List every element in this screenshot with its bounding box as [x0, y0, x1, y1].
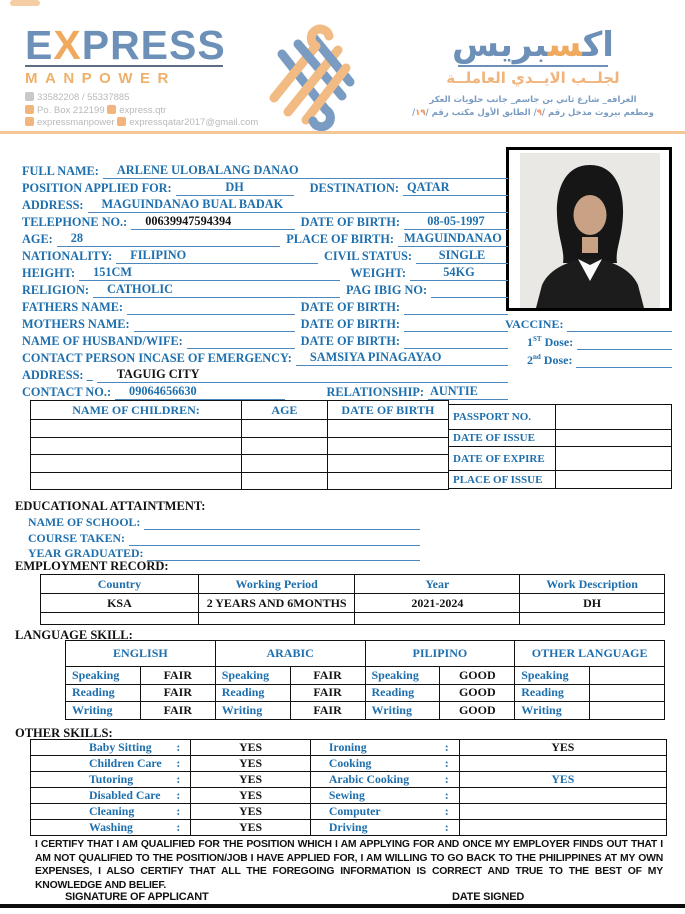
other-skills-heading: OTHER SKILLS: — [15, 726, 113, 740]
spouse-name-cell — [22, 334, 295, 349]
relationship-value: AUNTIE — [428, 384, 508, 400]
contact-no-cell — [22, 384, 321, 400]
arabic-subtitle: لجلــب الايــدي العاملــة — [446, 69, 620, 87]
table-row — [31, 420, 449, 438]
table-cell — [556, 471, 672, 489]
table-cell: FAIR — [140, 667, 215, 685]
religion-cell — [22, 282, 340, 298]
form-row-telephone-dob — [22, 213, 508, 230]
fathers-dob-label: DATE OF BIRTH: — [300, 300, 400, 314]
form-row-height-weight — [22, 264, 508, 281]
course-label: COURSE TAKEN: — [28, 530, 125, 545]
table-cell — [520, 613, 665, 625]
pagibig-label: PAG IBIG NO: — [346, 283, 428, 297]
table-cell — [31, 455, 242, 473]
skill-name: Driving — [328, 820, 368, 834]
fathers-name-label: FATHERS NAME: — [22, 300, 123, 314]
header-divider — [0, 131, 685, 134]
arabic-number: ٩ — [536, 108, 542, 118]
bottom-border — [0, 904, 685, 908]
table-row — [31, 772, 667, 788]
table-cell: YES — [191, 804, 311, 820]
table-cell — [355, 613, 520, 625]
skill-name: Washing — [89, 820, 133, 834]
colon-separator: : — [444, 740, 449, 754]
skill-name: Baby Sitting — [89, 740, 152, 754]
table-row — [66, 684, 665, 702]
table-row — [31, 437, 449, 455]
certification-statement: I CERTIFY THAT I AM QUALIFIED FOR THE POSITION WHICH I AM APPLYING FOR AND ONCE MY EMPLOYER FINDS OUT THAT I AM NOT QUALIFIED TO THE POSITION/JOB I HAVE APPLIED FOR, I AM WILLING TO GO BACK TO THE PHILIPPINES AT MY OWN EXPENSES, I ALSO CERTIFY THAT ALL THE FOREGOING INFORMATION IS CORRECT AND TRUE TO THE BEST OF MY KNOWLEDGE AND BELIEF. — [35, 839, 663, 891]
table-cell: Writing — [66, 702, 141, 720]
course-row — [28, 530, 420, 546]
work-description-header: Work Description — [520, 575, 665, 594]
mothers-dob-label: DATE OF BIRTH: — [300, 317, 400, 331]
destination-value: QATAR — [403, 180, 508, 196]
table-cell: YES — [191, 756, 311, 772]
skill-name: Cleaning — [89, 804, 135, 818]
form-row-age-pob — [22, 230, 508, 247]
brand-letter-accent: X — [53, 22, 82, 68]
skills-table — [30, 739, 667, 836]
relationship-cell — [327, 384, 508, 400]
form-row-position — [22, 179, 508, 196]
passport-table — [448, 404, 672, 489]
table-cell — [242, 437, 328, 455]
table-cell — [459, 788, 666, 804]
religion-label: RELIGION: — [22, 283, 89, 297]
height-label: HEIGHT: — [22, 266, 76, 280]
skill-name: Tutoring — [89, 772, 134, 786]
table-cell — [31, 804, 191, 820]
table-cell — [31, 788, 191, 804]
skill-name: Sewing — [328, 788, 365, 802]
pilipino-header: PILIPINO — [365, 641, 515, 667]
pob-label: PLACE OF BIRTH: — [286, 232, 394, 246]
table-row — [31, 804, 667, 820]
facebook-handle: expressmanpower — [37, 117, 115, 128]
vaccine-block — [505, 314, 672, 368]
table-cell: YES — [191, 820, 311, 836]
table-cell — [31, 740, 191, 756]
colon-separator: : — [176, 820, 181, 834]
telephone-label: TELEPHONE NO.: — [22, 215, 128, 229]
table-cell: Speaking — [365, 667, 440, 685]
children-name-header: NAME OF CHILDREN: — [31, 401, 242, 420]
table-cell — [31, 756, 191, 772]
table-cell: YES — [459, 740, 666, 756]
school-row — [28, 514, 420, 530]
civil-status-value: SINGLE — [416, 248, 508, 264]
table-cell: GOOD — [440, 667, 515, 685]
table-cell — [459, 804, 666, 820]
spouse-label: NAME OF HUSBAND/WIFE: — [22, 334, 183, 348]
vaccine-value — [567, 331, 672, 332]
colon-separator: : — [176, 788, 181, 802]
dose1-num: 1 — [527, 335, 533, 349]
table-row — [31, 756, 667, 772]
table-cell — [41, 613, 199, 625]
brand-letters: PRESS — [81, 22, 226, 68]
facebook-icon — [25, 117, 34, 126]
table-cell: Writing — [515, 702, 590, 720]
colon-separator: : — [444, 772, 449, 786]
skill-name: Cooking — [328, 756, 372, 770]
school-value — [144, 529, 420, 530]
table-row — [31, 788, 667, 804]
dose1-row — [505, 332, 672, 350]
dose1-value — [577, 349, 672, 350]
address-value: MAGUINDANAO BUAL BADAK — [88, 197, 509, 213]
phone-numbers: 33582208 / 55337885 — [37, 92, 130, 103]
pob-cell — [286, 231, 508, 247]
arabic-address — [402, 94, 664, 120]
mother-name-cell — [22, 317, 295, 332]
father-dob-cell — [301, 300, 508, 315]
children-dob-header: DATE OF BIRTH — [327, 401, 448, 420]
pagibig-value — [431, 297, 508, 298]
table-cell: Writing — [215, 702, 290, 720]
table-cell — [327, 420, 448, 438]
colon-separator: : — [444, 804, 449, 818]
dob-cell — [301, 214, 508, 230]
emergency-address-value: TAGUIG CITY — [97, 367, 508, 383]
nationality-value: FILIPINO — [116, 248, 318, 264]
mothers-name-value — [134, 331, 295, 332]
table-cell — [310, 740, 459, 756]
applicant-photo — [506, 147, 672, 311]
pobox-text: Po. Box 212199 — [37, 104, 105, 116]
brand-block — [25, 22, 260, 130]
table-cell: YES — [191, 740, 311, 756]
table-cell: DATE OF ISSUE — [449, 430, 556, 447]
contact-pobox-line — [25, 105, 260, 118]
language-table — [65, 640, 665, 720]
contact-social-line — [25, 117, 260, 130]
religion-value: CATHOLIC — [93, 282, 340, 298]
emergency-contact-label: CONTACT PERSON INCASE OF EMERGENCY: — [22, 351, 292, 365]
employment-header-row — [41, 575, 665, 594]
spouse-dob-value — [404, 348, 508, 349]
colon-separator: : — [444, 756, 449, 770]
weight-cell — [346, 265, 508, 281]
table-cell — [31, 472, 242, 490]
table-cell — [327, 437, 448, 455]
mother-dob-cell — [301, 317, 508, 332]
children-table — [30, 400, 449, 490]
colon-separator: : — [176, 804, 181, 818]
table-cell — [31, 437, 242, 455]
education-fields — [28, 514, 420, 561]
table-cell — [310, 804, 459, 820]
email-icon — [117, 117, 126, 126]
position-label: POSITION APPLIED FOR: — [22, 181, 172, 195]
table-cell: 2021-2024 — [355, 594, 520, 613]
arabic-number: ١٩ — [415, 108, 426, 118]
arabic-brand-block — [402, 26, 664, 120]
table-cell — [556, 405, 672, 430]
fathers-name-value — [127, 314, 295, 315]
table-cell — [242, 472, 328, 490]
age-cell — [22, 231, 280, 247]
table-cell: PLACE OF ISSUE — [449, 471, 556, 489]
table-cell: Speaking — [66, 667, 141, 685]
colon-separator: : — [176, 756, 181, 770]
vaccine-row — [505, 314, 672, 332]
table-cell: Writing — [365, 702, 440, 720]
dob-label: DATE OF BIRTH: — [300, 215, 400, 229]
table-row — [66, 702, 665, 720]
table-cell — [327, 455, 448, 473]
dose1-label — [527, 335, 573, 350]
table-row — [31, 740, 667, 756]
table-cell: GOOD — [440, 702, 515, 720]
table-cell: YES — [191, 772, 311, 788]
table-cell — [310, 772, 459, 788]
language-skill-heading: LANGUAGE SKILL: — [15, 628, 133, 642]
dose2-sup: nd — [533, 353, 541, 361]
dose2-value — [576, 367, 672, 368]
other-language-header: OTHER LANGUAGE — [515, 641, 665, 667]
table-cell: FAIR — [290, 667, 365, 685]
arabic-address-line1: الغرافه_ شارع ثاني بن جاسم_ جانب حلويات العكر — [429, 95, 637, 105]
table-cell: DATE OF EXPIRE — [449, 447, 556, 471]
dob-value: 08-05-1997 — [404, 214, 508, 230]
table-cell: PASSPORT NO. — [449, 405, 556, 430]
mothers-dob-value — [404, 331, 508, 332]
course-value — [129, 545, 420, 546]
form-row-religion-pagibig — [22, 281, 508, 298]
table-cell: Speaking — [215, 667, 290, 685]
table-row — [449, 471, 672, 489]
brand-letter: E — [25, 22, 54, 68]
top-edge-mark — [10, 0, 40, 6]
arabic-title-part: اك — [582, 25, 614, 65]
emergency-address-label: ADDRESS: _ — [22, 368, 93, 382]
form-row-father — [22, 298, 508, 315]
table-cell — [556, 447, 672, 471]
skill-name: Computer — [328, 804, 381, 818]
arabic-text: ومطعم بيروت مدخل رقم / — [541, 108, 654, 118]
brand-title — [25, 22, 260, 68]
table-row — [41, 594, 665, 613]
english-header: ENGLISH — [66, 641, 216, 667]
working-period-header: Working Period — [198, 575, 355, 594]
contact-lines — [25, 92, 260, 130]
height-value: 151CM — [79, 265, 340, 281]
date-signed-label: DATE SIGNED — [452, 891, 525, 903]
employment-table — [40, 574, 665, 625]
arabic-text: / — [412, 108, 416, 118]
civil-status-cell — [324, 248, 508, 264]
age-value: 28 — [57, 231, 281, 247]
address-label: ADDRESS: — [22, 198, 84, 212]
table-cell — [327, 472, 448, 490]
form-row-address — [22, 196, 508, 213]
pagibig-cell — [346, 283, 508, 298]
dose1-text: Dose: — [541, 335, 574, 349]
arabic-underline — [458, 65, 608, 67]
signature-of-applicant-label: SIGNATURE OF APPLICANT — [65, 891, 209, 903]
year-graduated-label: YEAR GRADUATED: — [28, 546, 144, 561]
year-graduated-value — [147, 560, 420, 561]
table-row — [449, 447, 672, 471]
table-cell: Reading — [66, 684, 141, 702]
skill-name: Ironing — [328, 740, 367, 754]
table-cell: YES — [459, 772, 666, 788]
table-cell: YES — [191, 788, 311, 804]
qtr-handle: express.qtr — [119, 104, 167, 116]
language-header-row — [66, 641, 665, 667]
table-cell — [459, 756, 666, 772]
colon-separator: : — [176, 772, 181, 786]
skill-name: Disabled Care — [89, 788, 161, 802]
telephone-cell — [22, 214, 295, 230]
form-row-contact-relationship — [22, 383, 508, 400]
table-cell: Reading — [515, 684, 590, 702]
year-header: Year — [355, 575, 520, 594]
table-cell: FAIR — [290, 684, 365, 702]
arabic-header: ARABIC — [215, 641, 365, 667]
table-cell — [31, 420, 242, 438]
table-cell — [556, 430, 672, 447]
employment-heading: EMPLOYMENT RECORD: — [15, 559, 169, 573]
table-cell: DH — [520, 594, 665, 613]
table-cell — [459, 820, 666, 836]
table-cell — [198, 613, 355, 625]
fathers-dob-value — [404, 314, 508, 315]
arabic-address-line2 — [402, 107, 664, 120]
table-row — [41, 613, 665, 625]
contact-no-label: CONTACT NO.: — [22, 385, 112, 399]
arabic-title-accent: س — [547, 25, 583, 65]
table-cell — [590, 684, 665, 702]
applicant-portrait-image — [520, 153, 660, 308]
table-row — [66, 667, 665, 685]
contact-phone-line — [25, 92, 260, 105]
table-cell — [310, 788, 459, 804]
education-heading: EDUCATIONAL ATTAINTMENT: — [15, 499, 206, 513]
phone-icon — [25, 92, 34, 101]
table-cell: 2 YEARS AND 6MONTHS — [198, 594, 355, 613]
table-cell: Speaking — [515, 667, 590, 685]
form-row-spouse — [22, 332, 508, 349]
relationship-label: RELATIONSHIP: — [326, 385, 424, 399]
dose2-num: 2 — [527, 353, 533, 367]
form-row-full-name — [22, 162, 508, 179]
mail-icon — [25, 105, 34, 114]
spouse-value — [187, 348, 295, 349]
arabic-text: / الطابق الأول مكتب رقم / — [425, 108, 537, 118]
knot-logo-icon — [256, 22, 364, 134]
dose2-label — [527, 353, 572, 368]
civil-status-label: CIVIL STATUS: — [323, 249, 412, 263]
brand-subtitle: MANPOWER — [25, 70, 176, 87]
table-cell: FAIR — [290, 702, 365, 720]
father-name-cell — [22, 300, 295, 315]
emergency-contact-value: SAMSIYA PINAGAYAO — [296, 350, 508, 366]
age-label: AGE: — [22, 232, 53, 246]
full-name-value: ARLENE ULOBALANG DANAO — [103, 163, 508, 179]
skill-name: Arabic Cooking — [328, 772, 410, 786]
full-name-label: FULL NAME: — [22, 164, 99, 178]
spouse-dob-label: DATE OF BIRTH: — [300, 334, 400, 348]
table-cell — [310, 756, 459, 772]
weight-label: WEIGHT: — [350, 266, 406, 280]
table-row — [449, 405, 672, 430]
destination-label: DESTINATION: — [309, 181, 399, 195]
nationality-cell — [22, 248, 318, 264]
contact-no-value: 09064656630 — [115, 384, 285, 400]
table-cell — [31, 772, 191, 788]
table-cell: FAIR — [140, 702, 215, 720]
table-cell — [242, 420, 328, 438]
arabic-title-part: بريس — [452, 25, 548, 65]
children-header-row — [31, 401, 449, 420]
table-cell — [242, 455, 328, 473]
table-row — [31, 472, 449, 490]
vaccine-label: VACCINE: — [505, 317, 564, 331]
table-cell: Reading — [365, 684, 440, 702]
weight-value: 54KG — [410, 265, 508, 281]
table-cell — [590, 667, 665, 685]
table-cell: Reading — [215, 684, 290, 702]
table-cell: GOOD — [440, 684, 515, 702]
table-cell — [590, 702, 665, 720]
pob-value: MAGUINDANAO — [398, 231, 508, 247]
skill-name: Children Care — [89, 756, 162, 770]
dose1-sup: ST — [533, 335, 542, 343]
colon-separator: : — [444, 788, 449, 802]
form-row-nationality-civil — [22, 247, 508, 264]
table-cell: KSA — [41, 594, 199, 613]
position-value: DH — [176, 180, 294, 196]
table-cell: FAIR — [140, 684, 215, 702]
colon-separator: : — [176, 740, 181, 754]
form-row-emergency — [22, 349, 508, 366]
mothers-name-label: MOTHERS NAME: — [22, 317, 130, 331]
country-header: Country — [41, 575, 199, 594]
spouse-dob-cell — [301, 334, 508, 349]
table-cell — [310, 820, 459, 836]
table-row — [31, 455, 449, 473]
dose2-text: Dose: — [540, 353, 573, 367]
form-row-emergency-address — [22, 366, 508, 383]
twitter-icon — [107, 105, 116, 114]
height-cell — [22, 265, 340, 281]
email-address: expressqatar2017@gmail.com — [129, 117, 259, 128]
children-age-header: AGE — [242, 401, 328, 420]
table-row — [31, 820, 667, 836]
personal-info-form — [22, 162, 508, 400]
form-row-mother — [22, 315, 508, 332]
nationality-label: NATIONALITY: — [22, 249, 113, 263]
table-row — [449, 430, 672, 447]
arabic-title — [402, 26, 664, 64]
telephone-value: 00639947594394 — [131, 214, 294, 230]
table-cell — [31, 820, 191, 836]
colon-separator: : — [444, 820, 449, 834]
dose2-row — [505, 350, 672, 368]
school-label: NAME OF SCHOOL: — [28, 514, 141, 529]
